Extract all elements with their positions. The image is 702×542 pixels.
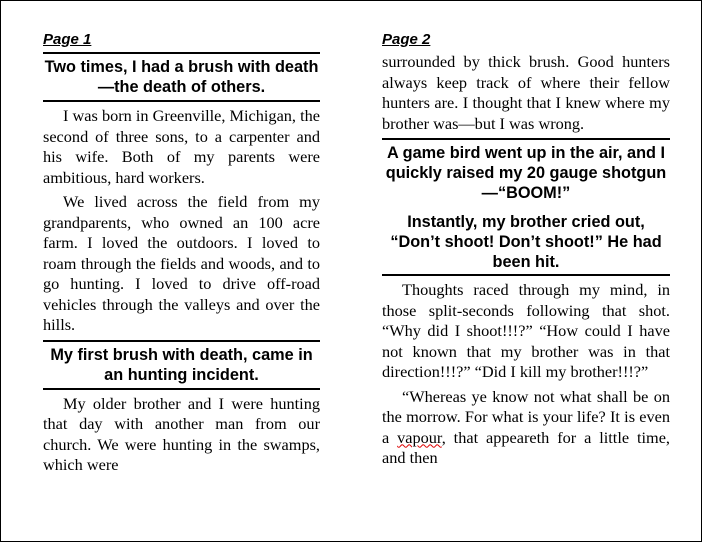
- whereas-text-start: “Whereas ye know not what shall be on the morrow. For what is your life? It is even a: [382, 386, 670, 447]
- paragraph-grandparents: We lived across the field from my grandparents, who owned an 100 acre farm. I loved the outdoors. I loved to roam through the fields and woods, and to go hunting. I loved to drive off-road vehicles through the valleys and over the hills.: [43, 192, 320, 334]
- misspelled-word: vapour: [397, 427, 442, 447]
- page-1-label: Page 1: [43, 31, 92, 48]
- paragraph-brush: surrounded by thick brush. Good hunters always keep track of where their fellow hunters are. I thought that I knew where my brother was—but I was wrong.: [382, 52, 670, 133]
- page-2-column: [382, 31, 670, 469]
- callout-two-times: Two times, I had a brush with death—the death of others.: [43, 52, 320, 102]
- callout-instantly: Instantly, my brother cried out, “Don’t shoot! Don’t shoot!” He had been hit.: [382, 212, 670, 276]
- paragraph-whereas: [382, 387, 670, 469]
- callout-game-bird: A game bird went up in the air, and I quickly raised my 20 gauge shotgun—“BOOM!”: [382, 138, 670, 203]
- whereas-text-end: , that appeareth for a little time, and then: [382, 427, 670, 467]
- paragraph-born: I was born in Greenville, Michigan, the second of three sons, to a carpenter and his wife. Both of my parents were ambitious, hard workers.: [43, 106, 320, 187]
- paragraph-thoughts: Thoughts raced through my mind, in those split-seconds following that shot. “Why did I shoot!!!?” “How could I have not known that my brother was in that direction!!!?” “Did I kill my brother!!!?”: [382, 280, 670, 381]
- callout-first-brush: My first brush with death, came in an hunting incident.: [43, 340, 320, 390]
- paragraph-older-brother: My older brother and I were hunting that day with another man from our church. We were hunting in the swamps, which were: [43, 393, 320, 474]
- page-2-label: Page 2: [382, 31, 431, 48]
- page-1-column: [43, 31, 320, 476]
